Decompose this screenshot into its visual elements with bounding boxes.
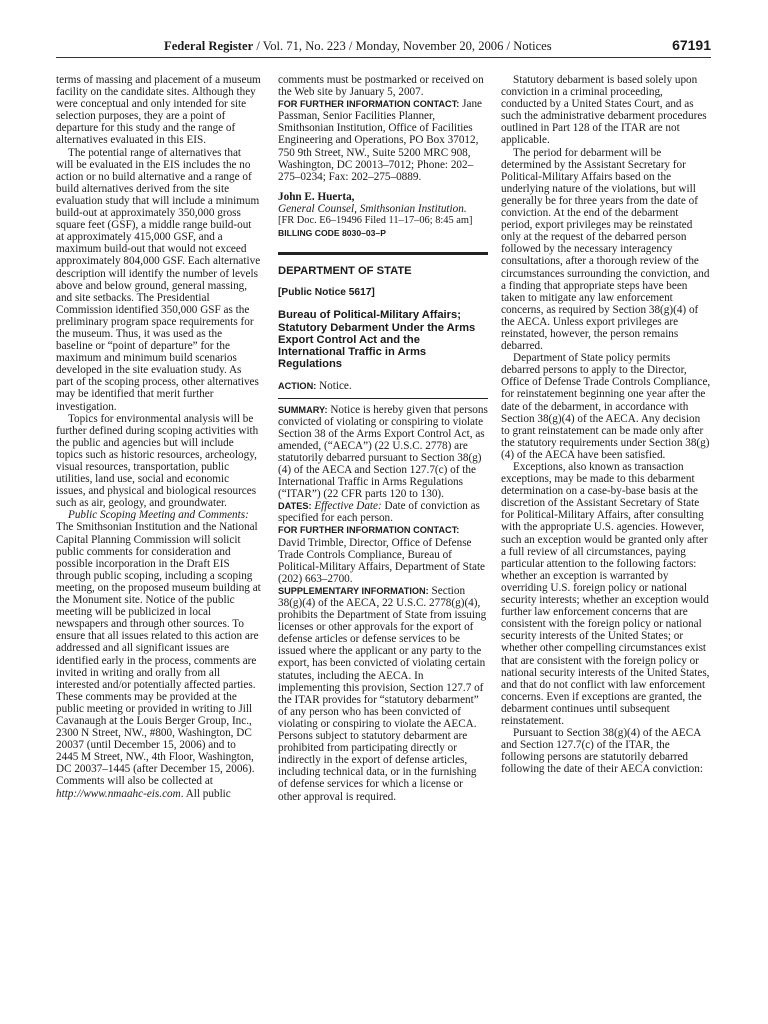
paragraph: comments must be postmarked or received on the Web site by January 5, 2007. <box>278 74 484 99</box>
dates-label: DATES: <box>278 501 312 512</box>
eis-website-link[interactable]: http://www.nmaahc-eis.com <box>56 787 181 800</box>
paragraph: terms of massing and placement of a museum facility on the candidate sites. Although they were conceptual and only intended for site selection purposes, they are a point of departure for this study and the range of alternatives evaluated in this EIS. <box>56 74 261 147</box>
dates-italic: Effective Date: <box>311 500 382 513</box>
supplementary-paragraph <box>278 585 488 803</box>
paragraph: Topics for environmental analysis will be further defined during scoping activities with the public and agencies but will include topics such as historic resources, archeology, visual resources, transportation, public utilities, land use, social and economic issues, and physical and biological resources such as air, geology, and groundwater. <box>56 412 259 510</box>
column-right <box>501 74 711 775</box>
contact2-text: David Trimble, Director, Office of Defense Trade Controls Compliance, Bureau of Political-Military Affairs, Department of State (202) 663–2700. <box>278 536 486 585</box>
column-middle <box>278 74 488 803</box>
contact2-label: FOR FURTHER INFORMATION CONTACT: <box>278 525 460 536</box>
page-number: 67191 <box>672 37 711 53</box>
paragraph: The potential range of alternatives that will be evaluated in the EIS includes the no action or no build alternative and a range of build alternatives derived from the site evaluation study that will include a minimum build-out at approximately 350,000 gross square feet (GSF), a middle range build-out at approximately 415,000 GSF, and a maximum build-out that would not exceed approximately 804,000 GSF. Each alternative description will identify the number of levels above and below ground, general massing, and site setbacks. The Presidential Commission identified 350,000 GSF as the preliminary program space requirements for the museum. Thus, it was used as the baseline or “point of departure” for the maximum and minimum build scenarios developed in the site evaluation study. As part of the scoping process, other alternatives may be identified that merit further investigation. <box>56 146 261 413</box>
notice-heading: Bureau of Political-Military Affairs; Statutory Debarment Under the Arms Export Control Act and the International Traffic in Arms Regulations <box>278 309 476 371</box>
divider <box>278 398 488 399</box>
scoping-text: The Smithsonian Institution and the National Capital Planning Commission will solicit public comments for consideration and possible incorporation in the Draft EIS through public scoping, including a scoping meeting, on the proposed museum building at the Monument site. Notice of the public meeting will be publicized in local newspapers and through other sources. To ensure that all issues related to this action are addressed and all significant issues are identified early in the process, comments are invited in writing and orally from all interested and/or potentially affected parties. These comments may be provided at the public meeting or provided in writing to Jill Cavanaugh at the Louis Berger Group, Inc., 2300 N Street, NW., #800, Washington, DC 20037 (until December 15, 2006) and to 2445 M Street, NW., 4th Floor, Washington, DC 20037–1445 (after December 15, 2006). Comments will also be collected at <box>56 521 261 788</box>
contact2-paragraph <box>278 524 488 584</box>
contact-label: FOR FURTHER INFORMATION CONTACT: <box>278 99 460 110</box>
fr-doc-line: [FR Doc. E6–19496 Filed 11–17–06; 8:45 am] <box>278 215 473 227</box>
department-heading: DEPARTMENT OF STATE <box>278 265 412 278</box>
paragraph-scoping <box>56 509 261 799</box>
contact-text: Jane Passman, Senior Facilities Planner, Smithsonian Institution, Office of Facilities Engineering and Operations, PO Box 37012, 750 9th Street, NW., Suite 5200 MRC 908, Washington, DC 20013–7012; Phone: 202–275–0234; Fax: 202–275–0889. <box>278 98 483 183</box>
action-paragraph <box>278 380 488 392</box>
paragraph: Pursuant to Section 38(g)(4) of the AECA and Section 127.7(c) of the ITAR, the following persons are statutorily debarred following the date of their AECA conviction: <box>501 727 703 776</box>
action-text: Notice. <box>316 380 352 393</box>
issue-info: / Vol. 71, No. 223 / Monday, November 20, 2006 / Notices <box>253 39 552 53</box>
public-notice-number: [Public Notice 5617] <box>278 287 375 299</box>
scoping-end: . All public <box>180 787 231 800</box>
billing-code: BILLING CODE 8030–03–P <box>278 228 386 239</box>
contact-paragraph <box>278 98 488 183</box>
paragraph: Statutory debarment is based solely upon conviction in a criminal proceeding, conducted by a United States Court, and as such the administrative debarment procedures outlined in Part 128 of the ITAR are not applicable. <box>501 74 707 147</box>
supplementary-text: Section 38(g)(4) of the AECA, 22 U.S.C. 2778(g)(4), prohibits the Department of State from issuing licenses or other approvals for the export of defense articles or defense services to be issued where the applicant or any party to the export, has been convicted of violating certain statutes, including the AECA. In implementing this provision, Section 127.7 of the ITAR provides for “statutory debarment” of any person who has been convicted of violating or conspiring to violate the AECA. Persons subject to statutory debarment are prohibited from participating directly or indirectly in the export of defense articles, including technical data, or in the furnishing of defense services for which a license or other approval is required. <box>278 584 487 803</box>
column-left <box>56 74 261 800</box>
summary-text: Notice is hereby given that persons convicted of violating or conspiring to violate Section 38 of the Arms Export Control Act, as amended, (“AECA”) (22 U.S.C. 2778) are statutorily debarred pursuant to Section 38(g)(4) of the AECA and Section 127.7(c) of the International Traffic in Arms Regulations (“ITAR”) (22 CFR parts 120 to 130). <box>278 403 488 501</box>
section-divider <box>278 252 488 255</box>
signer-name: John E. Huerta, <box>278 190 355 203</box>
supplementary-label: SUPPLEMENTARY INFORMATION: <box>278 585 429 596</box>
dates-paragraph <box>278 500 488 524</box>
summary-label: SUMMARY: <box>278 404 328 415</box>
page-header <box>56 37 711 58</box>
paragraph: Exceptions, also known as transaction exceptions, may be made to this debarment determination on a case-by-base basis at the discretion of the Assistant Secretary of State for Political-Military Affairs, after consulting with the appropriate U.S. agencies. However, such an exception would be granted only after a full review of all circumstances, paying particular attention to the following factors: whether an exception is warranted by overriding U.S. foreign policy or national security interests; whether an exception would further law enforcement concerns that are consistent with the foreign policy or national security interests of the United States; or whether other compelling circumstances exist that are consistent with the foreign policy or national security interests of the United States, and that do not conflict with law enforcement concerns. Even if exceptions are granted, the debarment continues until subsequent reinstatement. <box>501 461 710 727</box>
scoping-label: Public Scoping Meeting and Comments: <box>68 509 249 522</box>
summary-paragraph <box>278 404 488 501</box>
running-head <box>164 39 552 54</box>
signer-title: General Counsel, Smithsonian Institution. <box>278 202 467 215</box>
action-label: ACTION: <box>278 381 317 392</box>
dates-text: Date of conviction as specified for each person. <box>278 500 480 525</box>
paragraph: Department of State policy permits debarred persons to apply to the Director, Office of Defense Trade Controls Compliance, for reinstatement beginning one year after the date of the debarment, in accordance with Section 38(g)(4) of the AECA. Any decision to grant reinstatement can be made only after the statutory requirements under Section 38(g)(4) of the AECA have been satisfied. <box>501 352 711 461</box>
publication-name: Federal Register <box>164 39 254 53</box>
paragraph: The period for debarment will be determined by the Assistant Secretary for Political-Military Affairs based on the underlying nature of the violations, but will generally be for three years from the date of conviction. At the end of the debarment period, export privileges may be reinstated only at the request of the debarred person followed by the necessary interagency consultations, after a thorough review of the circumstances surrounding the conviction, and a finding that appropriate steps have been taken to mitigate any law enforcement concerns, as required by Section 38(g)(4) of the AECA. Unless export privileges are reinstated, however, the person remains debarred. <box>501 146 710 353</box>
